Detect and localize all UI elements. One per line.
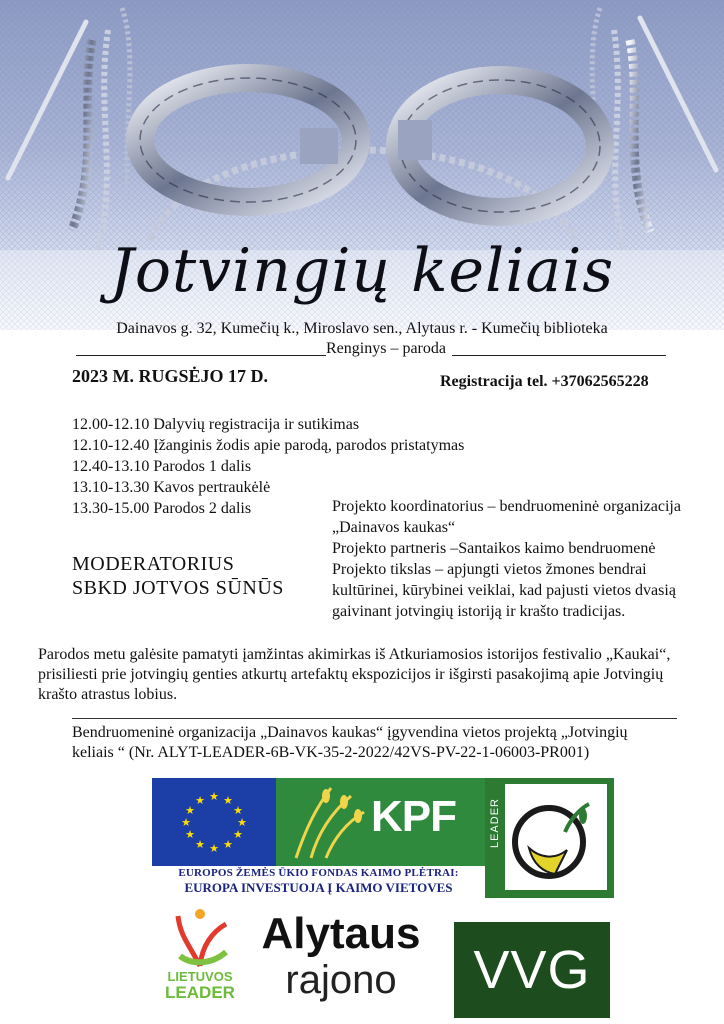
lt-leader-line2: LEADER [165, 983, 235, 1002]
svg-text:★: ★ [181, 816, 191, 829]
project-goal-cont: kultūrinei, kūrybinei veiklai, kad pajusti vietos dvasią [332, 582, 676, 599]
svg-text:★: ★ [185, 828, 195, 841]
funding-logos [152, 778, 614, 898]
project-partner: Projekto partneris –Santaikos kaimo bendruomenė [332, 540, 656, 557]
svg-text:★: ★ [209, 842, 219, 855]
svg-text:★: ★ [233, 828, 243, 841]
kpf-logo [276, 778, 485, 866]
registration-phone: Registracija tel. +37062565228 [440, 373, 649, 390]
project-goal-end: gaivinant jotvingių istoriją ir krašto tradicijas. [332, 603, 626, 620]
svg-text:★: ★ [233, 804, 243, 817]
svg-text:★: ★ [195, 838, 205, 851]
moderator-block [72, 552, 284, 600]
lietuvos-leader-text [160, 970, 240, 1002]
schedule-item: 12.40-13.10 Parodos 1 dalis [72, 458, 252, 475]
svg-text:★: ★ [223, 794, 233, 807]
vvg-logo: VVG [454, 922, 610, 1018]
eu-flag-logo [152, 778, 276, 866]
right-rule [452, 343, 666, 356]
fund-slogan: EUROPA INVESTUOJA Į KAIMO VIETOVES [184, 880, 453, 895]
leader-text: LEADER [489, 798, 501, 849]
schedule-item: 12.10-12.40 Įžanginis žodis apie parodą, parodos pristatymas [72, 437, 465, 454]
leader-logo [485, 778, 614, 898]
schedule-item: 13.30-15.00 Parodos 2 dalis [72, 500, 252, 517]
project-goal: Projekto tikslas – apjungti vietos žmones bendrai [332, 561, 647, 578]
moderator-label: MODERATORIUS [72, 553, 235, 575]
event-date: 2023 M. RUGSĖJO 17 D. [72, 366, 269, 386]
fund-name: EUROPOS ŽEMĖS ŪKIO FONDAS KAIMO PLĖTRAI: [178, 867, 459, 879]
svg-text:★: ★ [223, 838, 233, 851]
wheat-icon [276, 778, 371, 866]
event-type: Renginys – paroda [326, 340, 446, 357]
alytus-text: Alytaus [261, 909, 421, 958]
lietuvos-leader-logo [160, 906, 240, 1016]
kpf-text: KPF [371, 792, 456, 841]
eu-stars-icon [152, 778, 276, 866]
left-rule [76, 343, 326, 356]
alytus-rajono-logo [248, 910, 434, 1002]
description-paragraph: Parodos metu galėsite pamatyti įamžintas akimirkas iš Atkuriamosios istorijos festivalio „Kaukai“, prisiliesti prie jotvingių genties atkurtų artefaktų ekspozicijos ir išgirsti pasakojimą apie Jotvingių krašto atrastus lobius. [38, 646, 671, 703]
rajono-text: rajono [285, 958, 397, 1002]
event-address: Dainavos g. 32, Kumečių k., Miroslavo sen., Alytaus r. - Kumečių biblioteka [116, 320, 608, 337]
svg-text:★: ★ [185, 804, 195, 817]
page-title: Jotvingių keliais [109, 236, 615, 306]
schedule-item: 13.10-13.30 Kavos pertraukėlė [72, 479, 271, 496]
leader-emblem-icon [485, 778, 614, 898]
project-coordinator-name: „Dainavos kaukas“ [332, 519, 456, 536]
moderator-name: SBKD JOTVOS SŪNŪS [72, 577, 284, 599]
event-type-line [72, 340, 670, 358]
schedule-item: 12.00-12.10 Dalyvių registracija ir sutikimas [72, 416, 360, 433]
svg-text:★: ★ [209, 790, 219, 803]
svg-text:★: ★ [237, 816, 247, 829]
implementation-note: Bendruomeninė organizacija „Dainavos kaukas“ įgyvendina vietos projektą „Jotvingių keliais “ (Nr. ALYT-LEADER-6B-VK-35-2-2022/42VS-PV-22-1-06003-PR001) [72, 724, 628, 761]
project-info [332, 496, 702, 622]
lietuvos-leader-icon [160, 906, 240, 970]
divider [72, 718, 677, 719]
lt-leader-line1: LIETUVOS [167, 969, 233, 984]
project-coordinator: Projekto koordinatorius – bendruomeninė organizacija [332, 498, 681, 515]
svg-text:★: ★ [195, 794, 205, 807]
